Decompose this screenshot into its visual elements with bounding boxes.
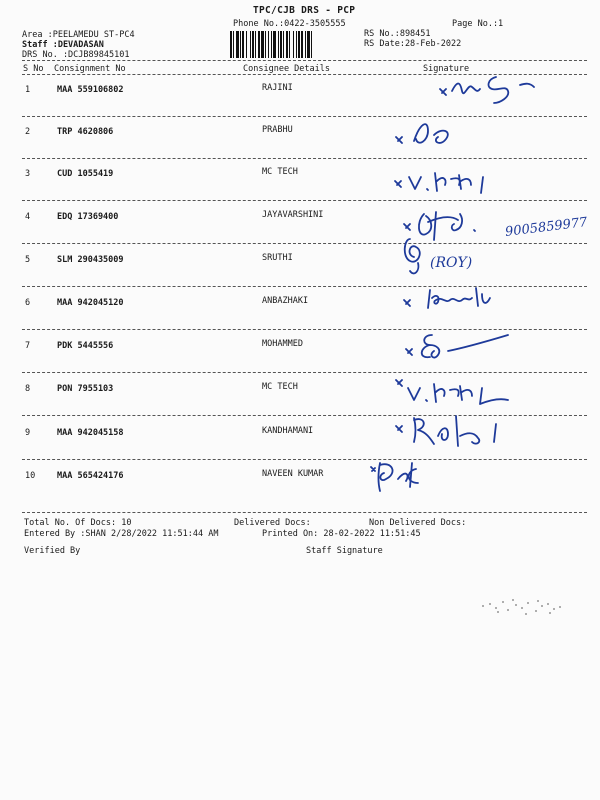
row-handwritten-signature — [378, 280, 598, 324]
row-serial-number: 6 — [25, 298, 31, 308]
rs-number: RS No.:898451 — [364, 29, 431, 39]
row-divider — [22, 158, 587, 159]
column-header-consignment: Consignment No — [54, 64, 126, 74]
verified-by: Verified By — [24, 546, 81, 556]
page-number: Page No.:1 — [452, 19, 504, 29]
row-consignment-number: MAA 565424176 — [57, 471, 124, 481]
row-handwritten-signature — [378, 374, 598, 418]
row-divider — [22, 200, 587, 201]
phone-number: Phone No.:0422-3505555 — [233, 19, 346, 29]
row-serial-number: 10 — [25, 471, 36, 481]
staff-signature-label: Staff Signature — [306, 546, 383, 556]
handwritten-name-roy: (ROY) — [430, 255, 473, 271]
row-consignee-name: RAJINI — [262, 83, 293, 93]
row-serial-number: 9 — [25, 428, 31, 438]
column-header-signature: Signature — [423, 64, 470, 74]
scan-smudge — [478, 596, 568, 620]
printed-on: Printed On: 28-02-2022 11:51:45 — [262, 529, 421, 539]
row-consignee-name: NAVEEN KUMAR — [262, 469, 324, 479]
column-header-consignee: Consignee Details — [243, 64, 330, 74]
row-consignment-number: MAA 942045120 — [57, 298, 124, 308]
barcode — [229, 31, 352, 58]
row-serial-number: 4 — [25, 212, 31, 222]
row-serial-number: 7 — [25, 341, 31, 351]
row-consignment-number: MAA 942045158 — [57, 428, 124, 438]
row-serial-number: 2 — [25, 127, 31, 137]
footer-divider — [22, 512, 587, 513]
row-consignment-number: PON 7955103 — [57, 384, 114, 394]
row-handwritten-signature — [380, 233, 600, 277]
total-docs: Total No. Of Docs: 10 — [24, 518, 132, 528]
row-serial-number: 8 — [25, 384, 31, 394]
row-serial-number: 1 — [25, 85, 31, 95]
row-consignment-number: TRP 4620806 — [57, 127, 114, 137]
non-delivered-docs: Non Delivered Docs: — [369, 518, 467, 528]
header-divider-top — [22, 60, 587, 61]
row-handwritten-signature — [400, 71, 600, 115]
row-consignment-number: CUD 1055419 — [57, 169, 114, 179]
row-consignee-name: KANDHAMANI — [262, 426, 314, 436]
row-consignee-name: JAYAVARSHINI — [262, 210, 324, 220]
drs-number: DRS No. :DCJB89845101 — [22, 50, 130, 60]
entered-by: Entered By :SHAN 2/28/2022 11:51:44 AM — [24, 529, 219, 539]
row-consignee-name: MC TECH — [262, 167, 298, 177]
row-consignment-number: PDK 5445556 — [57, 341, 114, 351]
row-consignee-name: MC TECH — [262, 382, 298, 392]
row-serial-number: 3 — [25, 169, 31, 179]
row-consignee-name: MOHAMMED — [262, 339, 303, 349]
row-consignee-name: SRUTHI — [262, 253, 293, 263]
row-serial-number: 5 — [25, 255, 31, 265]
column-header-sno: S No — [23, 64, 44, 74]
delivered-docs: Delivered Docs: — [234, 518, 311, 528]
handwritten-phone-number: 9005859977 — [504, 215, 589, 240]
row-divider — [22, 372, 587, 373]
row-handwritten-signature — [380, 414, 600, 458]
row-consignment-number: SLM 290435009 — [57, 255, 124, 265]
row-consignment-number: MAA 559106802 — [57, 85, 124, 95]
row-handwritten-signature — [382, 329, 600, 373]
row-handwritten-signature — [370, 459, 590, 503]
sheet-title: TPC/CJB DRS - PCP — [253, 5, 356, 16]
row-handwritten-signature — [370, 115, 590, 159]
staff-field: Staff :DEVADASAN — [22, 40, 104, 50]
row-consignee-name: ANBAZHAKI — [262, 296, 309, 306]
rs-date: RS Date:28-Feb-2022 — [364, 39, 462, 49]
row-consignment-number: EDQ 17369400 — [57, 212, 119, 222]
row-consignee-name: PRABHU — [262, 125, 293, 135]
area-field: Area :PEELAMEDU ST-PC4 — [22, 30, 135, 40]
